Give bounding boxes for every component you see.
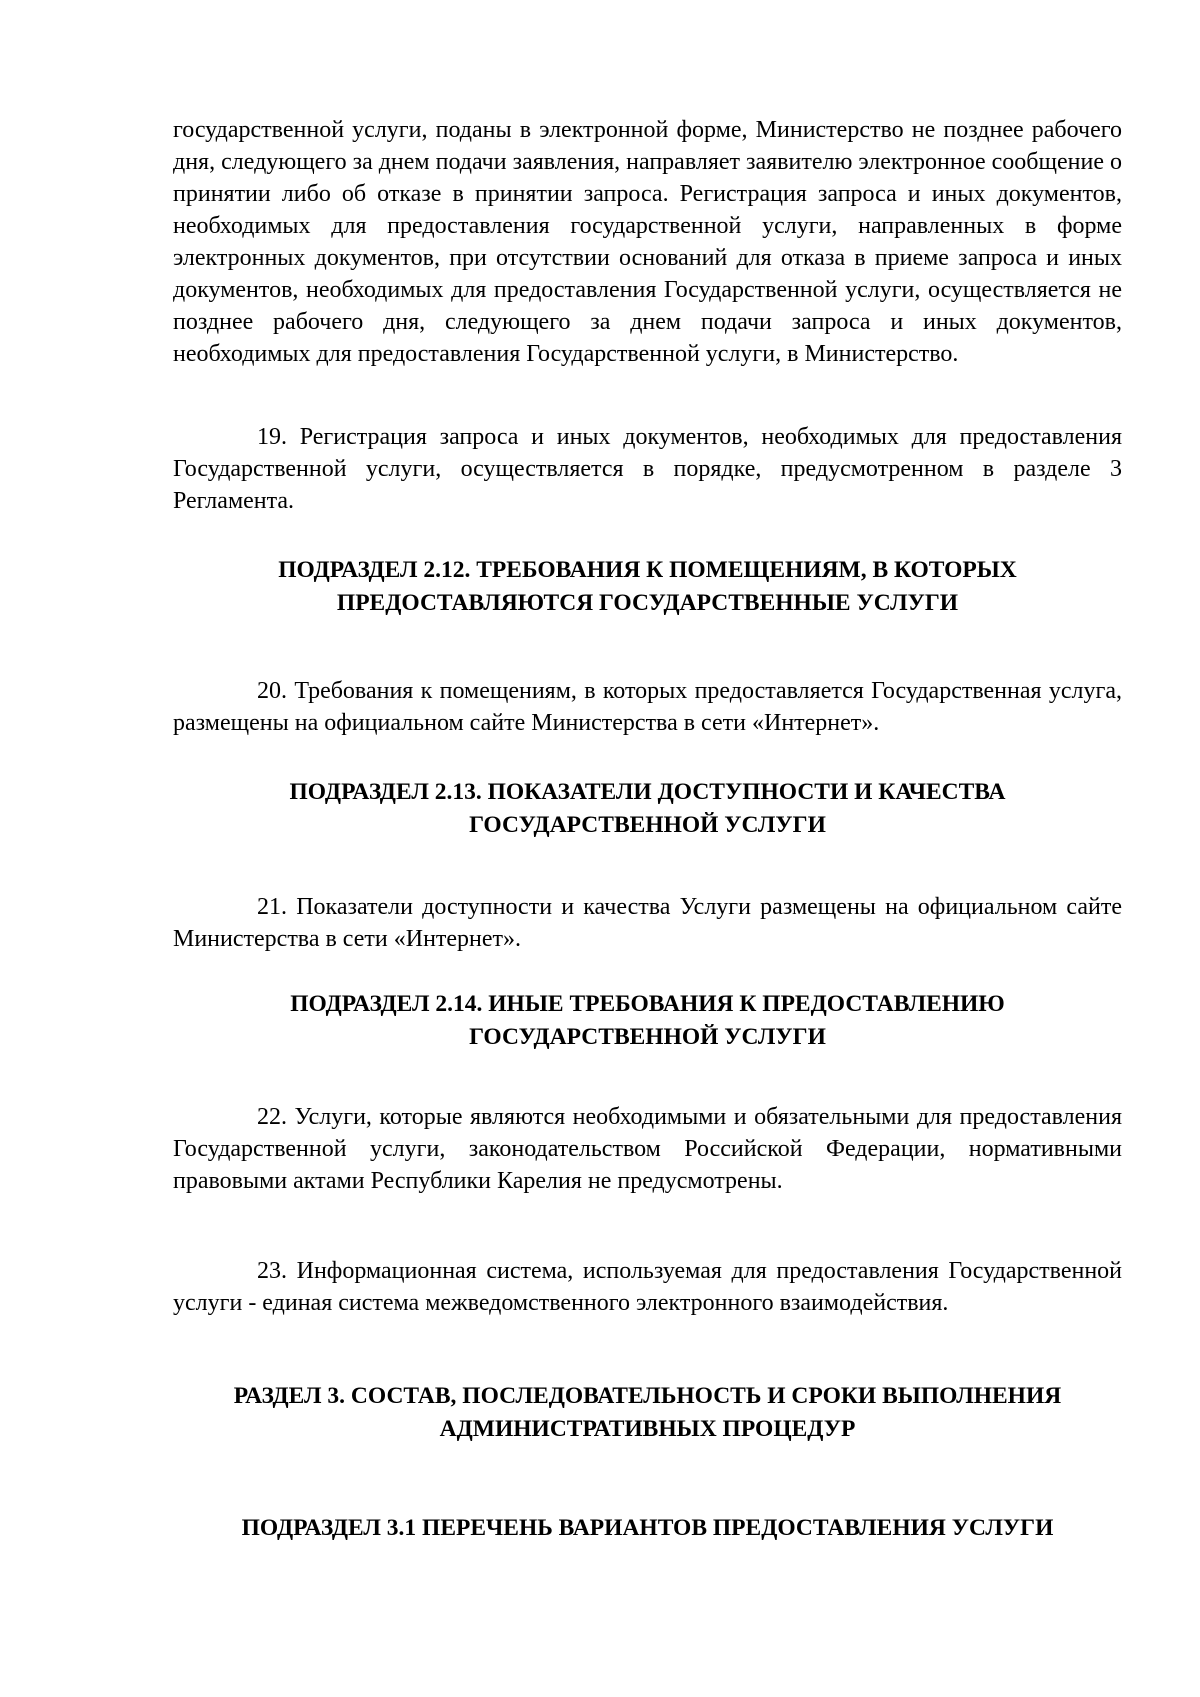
heading-subsection-2-12-line1: ПОДРАЗДЕЛ 2.12. ТРЕБОВАНИЯ К ПОМЕЩЕНИЯМ, В КОТОРЫХ xyxy=(278,557,1017,583)
heading-subsection-2-12-line2: ПРЕДОСТАВЛЯЮТСЯ ГОСУДАРСТВЕННЫЕ УСЛУГИ xyxy=(336,590,959,616)
paragraph-20: 20. Требования к помещениям, в которых предоставляется Государственная услуга, размещены на официальном сайте Министерства в сети «Интернет». xyxy=(173,678,1122,736)
paragraph-21: 21. Показатели доступности и качества Услуги размещены на официальном сайте Министерства в сети «Интернет». xyxy=(173,894,1122,952)
heading-subsection-2-14 xyxy=(173,988,1122,1054)
paragraph-19: 19. Регистрация запроса и иных документов, необходимых для предоставления Государственной услуги, осуществляется в порядке, предусмотренном в разделе 3 Регламента. xyxy=(173,424,1122,514)
heading-subsection-2-13-line1: ПОДРАЗДЕЛ 2.13. ПОКАЗАТЕЛИ ДОСТУПНОСТИ И КАЧЕСТВА xyxy=(289,779,1006,805)
heading-section-3-line2: АДМИНИСТРАТИВНЫХ ПРОЦЕДУР xyxy=(439,1416,856,1442)
paragraph-23: 23. Информационная система, используемая для предоставления Государственной услуги - единая система межведомственного электронного взаимодействия. xyxy=(173,1258,1122,1316)
continuation-paragraph: государственной услуги, поданы в электронной форме, Министерство не позднее рабочего дня, следующего за днем подачи заявления, направляет заявителю электронное сообщение о принятии либо об отказе в принятии запроса. Регистрация запроса и иных документов, необходимых для предоставления государственной услуги, направленных в форме электронных документов, при отсутствии оснований для отказа в приеме запроса и иных документов, необходимых для предоставления Государственной услуги, осуществляется не позднее рабочего дня, следующего за днем подачи запроса и иных документов, необходимых для предоставления Государственной услуги, в Министерство. xyxy=(173,117,1122,367)
paragraph-22: 22. Услуги, которые являются необходимыми и обязательными для предоставления Государственной услуги, законодательством Российской Федерации, нормативными правовыми актами Республики Карелия не предусмотрены. xyxy=(173,1104,1122,1194)
heading-subsection-2-13-line2: ГОСУДАРСТВЕННОЙ УСЛУГИ xyxy=(469,812,826,838)
heading-subsection-3-1-line: ПОДРАЗДЕЛ 3.1 ПЕРЕЧЕНЬ ВАРИАНТОВ ПРЕДОСТАВЛЕНИЯ УСЛУГИ xyxy=(241,1515,1054,1541)
heading-section-3-line1: РАЗДЕЛ 3. СОСТАВ, ПОСЛЕДОВАТЕЛЬНОСТЬ И СРОКИ ВЫПОЛНЕНИЯ xyxy=(233,1383,1062,1409)
heading-section-3 xyxy=(173,1380,1122,1446)
heading-subsection-3-1 xyxy=(173,1512,1122,1545)
heading-subsection-2-12 xyxy=(173,554,1122,620)
heading-subsection-2-14-line1: ПОДРАЗДЕЛ 2.14. ИНЫЕ ТРЕБОВАНИЯ К ПРЕДОСТАВЛЕНИЮ xyxy=(290,991,1005,1017)
heading-subsection-2-13 xyxy=(173,776,1122,842)
heading-subsection-2-14-line2: ГОСУДАРСТВЕННОЙ УСЛУГИ xyxy=(469,1024,826,1050)
